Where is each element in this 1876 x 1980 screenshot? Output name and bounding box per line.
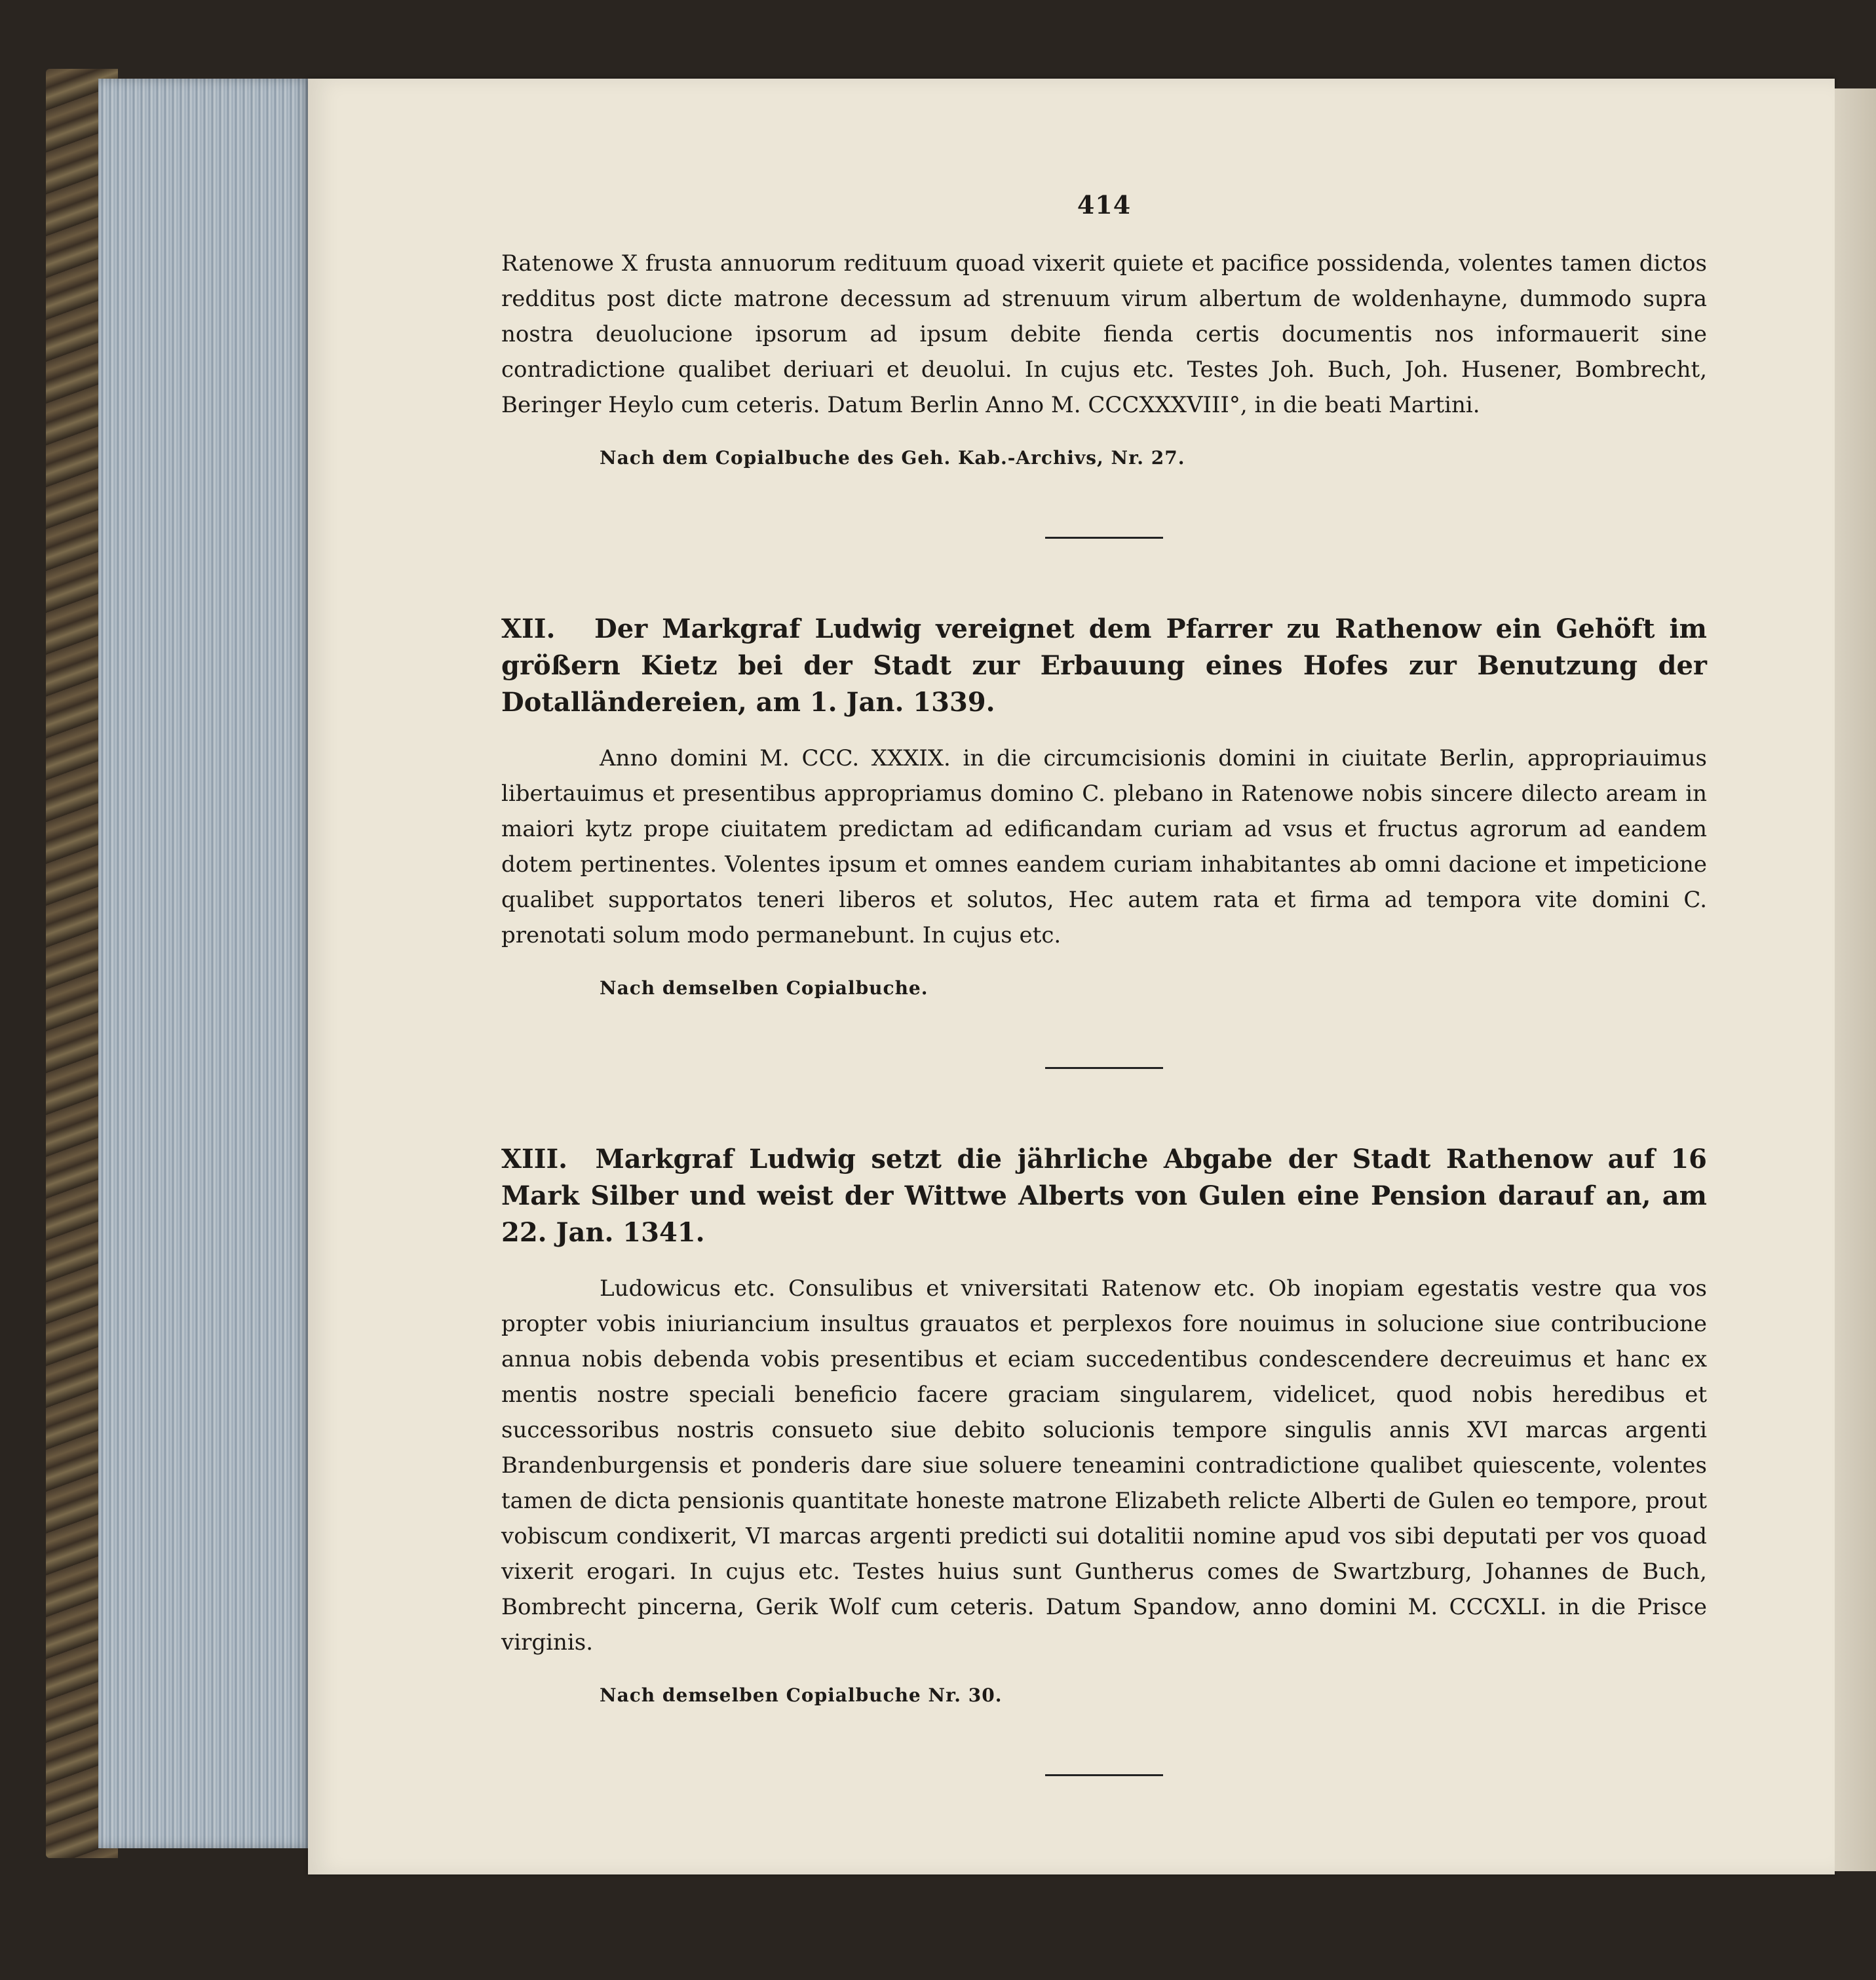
document-source-xiii: Nach demselben Copialbuche Nr. 30. bbox=[600, 1684, 1003, 1706]
document-heading-xii bbox=[501, 611, 1707, 721]
document-source-xii: Nach demselben Copialbuche. bbox=[600, 977, 928, 999]
document-title: Der Markgraf Ludwig vereignet dem Pfarrer zu Rathenow ein Gehöft im größern Kietz bei der Stadt zur Erbauung eines Hofes zur Benutzung der Dotalländereien, am 1. Jan. 1339. bbox=[501, 613, 1707, 718]
document-text-xiii: Ludowicus etc. Consulibus et vniversitati Ratenow etc. Ob inopiam egestatis vestre qua vos propter vobis iniuriancium insultus grauatos et perplexos fore nouimus in solucione siue contribucione annua nobis debenda vobis presentibus et eciam succedentibus condescendere decreuimus et hanc ex mentis nostre speciali beneficio facere graciam singularem, videlicet, quod nobis heredibus et successoribus nostris consueto siue debito solucionis tempore singulis annis XVI marcas argenti Brandenburgensis et ponderis dare siue soluere teneamini contradictione qualibet quiescente, volentes tamen de dicta pensionis quantitate honeste matrone Elizabeth relicte Alberti de Gulen eo tempore, prout vobiscum condixerit, VI marcas argenti predicti sui dotalitii nomine apud vos sibi deputati per vos quoad vixerit erogari. In cujus etc. Testes huius sunt Guntherus comes de Swartzburg, Johannes de Buch, Bombrecht pincerna, Gerik Wolf cum ceteris. Datum Spandow, anno domini M. CCCXLI. in die Prisce virginis. bbox=[501, 1275, 1707, 1656]
intro-paragraph: Ratenowe X frusta annuorum redituum quoad vixerit quiete et pacifice possidenda, volentes tamen dictos redditus post dicte matrone decessum ad strenuum virum albertum de woldenhayne, dummodo supra nostra deuolucione ipsorum ad ipsum debite fienda certis documentis nos informauerit sine contradictione qualibet deriuari et deuolui. In cujus etc. Testes Joh. Buch, Joh. Husener, Bombrecht, Beringer Heylo cum ceteris. Datum Berlin Anno M. CCCXXXVIII°, in die beati Martini. bbox=[501, 250, 1707, 418]
document-number: XIII. bbox=[501, 1144, 568, 1174]
page-edges bbox=[98, 79, 311, 1848]
document-text-xii: Anno domini M. CCC. XXXIX. in die circumcisionis domini in ciuitate Berlin, appropriauimus libertauimus et presentibus appropriamus domino C. plebano in Ratenowe nobis sincere dilecto aream in maiori kytz prope ciuitatem predictam ad edificandam curiam ad vsus et fructus agrorum ad eandem dotem pertinentes. Volentes ipsum et omnes eandem curiam inhabitantes ab omni dacione et impeticione qualibet supportatos teneri liberos et solutos, Hec autem rata et firma ad tempora vite domini C. prenotati solum modo permanebunt. In cujus etc. bbox=[501, 745, 1707, 948]
section-divider bbox=[1045, 1067, 1163, 1069]
page-number: 414 bbox=[1077, 190, 1132, 220]
document-heading-xiii bbox=[501, 1141, 1707, 1251]
page-content bbox=[501, 190, 1707, 1848]
document-title: Markgraf Ludwig setzt die jährliche Abgabe der Stadt Rathenow auf 16 Mark Silber und weist der Wittwe Alberts von Gulen eine Pension darauf an, am 22. Jan. 1341. bbox=[501, 1144, 1707, 1248]
intro-source-note: Nach dem Copialbuche des Geh. Kab.-Archivs, Nr. 27. bbox=[600, 447, 1185, 469]
section-divider bbox=[1045, 537, 1163, 539]
document-number: XII. bbox=[501, 613, 556, 644]
facing-page-edge bbox=[1835, 88, 1876, 1871]
section-divider bbox=[1045, 1774, 1163, 1776]
